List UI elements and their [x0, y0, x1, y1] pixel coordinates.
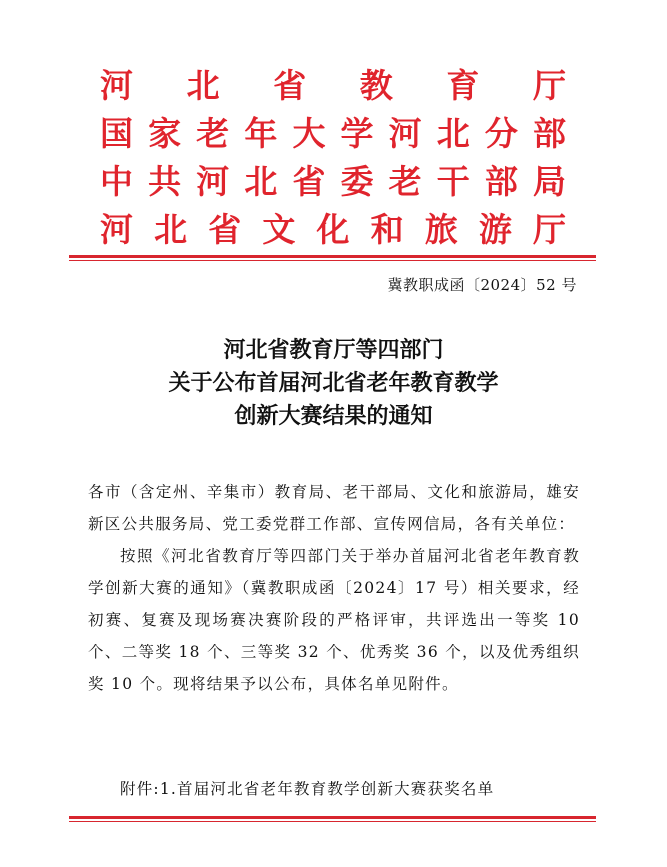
header-char: 育 — [446, 66, 480, 105]
header-char: 部 — [532, 114, 566, 153]
header-char: 北 — [436, 114, 470, 153]
header-char: 省 — [273, 66, 307, 105]
header-char: 省 — [208, 210, 242, 249]
header-char: 部 — [484, 162, 518, 201]
attachment-line: 附件:1.首届河北省老年教育教学创新大赛获奖名单 — [120, 780, 495, 798]
divider-thin-line — [69, 260, 596, 261]
header-line-veteran-cadres-bureau — [100, 158, 566, 206]
header-char: 北 — [154, 210, 188, 249]
header-char: 学 — [340, 114, 374, 153]
header-char: 家 — [148, 114, 182, 153]
title-line-2: 关于公布首届河北省老年教育教学 — [168, 370, 499, 396]
header-char: 旅 — [424, 210, 458, 249]
header-char: 北 — [244, 162, 278, 201]
document-number: 冀教职成函〔2024〕52 号 — [387, 276, 577, 294]
header-line-senior-university — [100, 110, 566, 158]
header-char: 干 — [436, 162, 470, 201]
issuing-authorities-header — [100, 62, 566, 254]
header-char: 河 — [388, 114, 422, 153]
header-line-education-department — [100, 62, 566, 110]
header-char: 老 — [196, 114, 230, 153]
header-char: 分 — [484, 114, 518, 153]
divider-thin-line — [69, 821, 596, 822]
addressee-paragraph: 各市（含定州、辛集市）教育局、老干部局、文化和旅游局，雄安新区公共服务局、党工委党群工作部、宣传网信局，各有关单位： — [88, 483, 580, 533]
header-char: 化 — [316, 210, 350, 249]
header-char: 厅 — [533, 210, 566, 249]
header-char: 省 — [292, 162, 326, 201]
header-char: 老 — [388, 162, 422, 201]
document-title — [60, 334, 607, 433]
header-char: 河 — [100, 66, 133, 105]
main-paragraph: 按照《河北省教育厅等四部门关于举办首届河北省老年教育教学创新大赛的通知》（冀教职成函〔2024〕17 号）相关要求，经初赛、复赛及现场赛决赛阶段的严格评审，共评选出一等奖 10 个、二等奖 18 个、三等奖 32 个、优秀奖 36 个，以及优秀组织奖 10 个。现将结果予以公布，具体名单见附件。 — [88, 547, 580, 693]
title-line-1: 河北省教育厅等四部门 — [223, 337, 444, 363]
header-char: 委 — [340, 162, 374, 201]
header-char: 文 — [262, 210, 296, 249]
header-char: 厅 — [532, 66, 566, 105]
title-line-3: 创新大赛结果的通知 — [234, 403, 433, 429]
header-char: 局 — [532, 162, 566, 201]
header-char: 大 — [292, 114, 326, 153]
header-char: 年 — [244, 114, 278, 153]
header-char: 共 — [148, 162, 182, 201]
document-body — [88, 476, 580, 700]
header-char: 中 — [100, 162, 133, 201]
header-char: 北 — [186, 66, 220, 105]
header-char: 河 — [196, 162, 230, 201]
header-char: 游 — [478, 210, 512, 249]
footer-divider — [69, 816, 596, 822]
header-char: 教 — [359, 66, 393, 105]
header-divider — [69, 255, 596, 261]
header-char: 和 — [370, 210, 404, 249]
header-char: 国 — [100, 114, 133, 153]
header-line-culture-tourism — [100, 206, 566, 254]
header-char: 河 — [100, 210, 133, 249]
